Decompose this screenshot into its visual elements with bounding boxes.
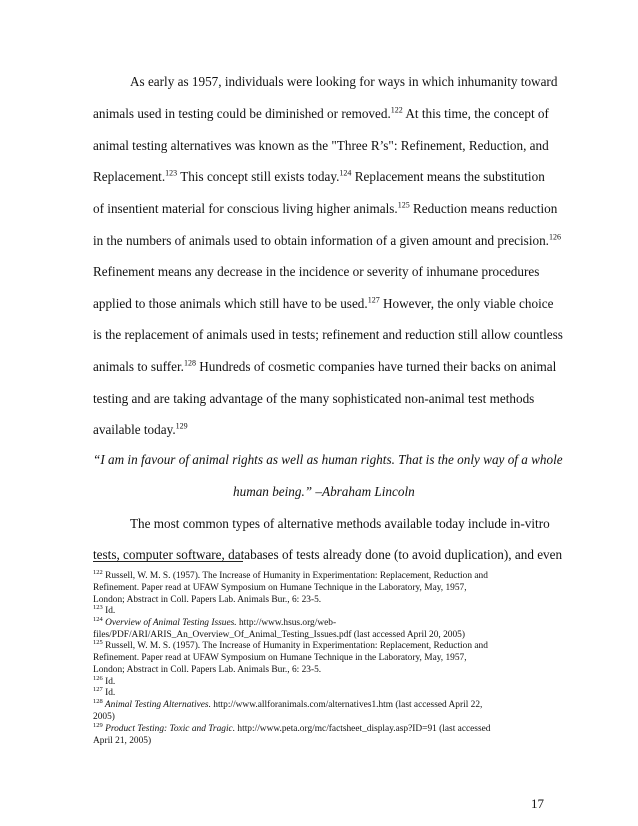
footnote-128: $^{128}$ Animal Testing Alternatives. http://www.allforanimals.com/alternatives1.htm (last accessed April 22, <box>93 697 483 710</box>
footnote-122-cont2: London; Abstract in Coll. Papers Lab. Animals Bur., 6: 23-5. <box>93 595 322 605</box>
body-line-2: animals used in testing could be diminished or removed.$^{122}$ At this time, the concept of <box>93 105 549 121</box>
footnote-separator <box>93 561 243 562</box>
footnote-125: $^{125}$ Russell, W. M. S. (1957). The Increase of Humanity in Experimentation: Replacement, Reduction and <box>93 638 488 651</box>
body-line-12: available today.$^{129}$ <box>93 421 188 437</box>
footnote-128-cont: 2005) <box>93 712 115 722</box>
footnote-127: $^{127}$ Id. <box>93 685 116 698</box>
body-line-6: in the numbers of animals used to obtain information of a given amount and precision.$^{126}$ <box>93 232 561 248</box>
footnote-126: $^{126}$ Id. <box>93 674 116 687</box>
body-line-14: tests, computer software, databases of tests already done (to avoid duplication), and even <box>93 547 563 562</box>
footnote-129-cont: April 21, 2005) <box>93 736 152 746</box>
page-number: 17 <box>531 796 544 811</box>
footnote-122: $^{122}$ Russell, W. M. S. (1957). The Increase of Humanity in Experimentation: Replacement, Reduction and <box>93 568 488 581</box>
footnote-124-cont: files/PDF/ARI/ARIS_An_Overview_Of_Animal_Testing_Issues.pdf (last accessed April 20, 2005) <box>93 630 465 640</box>
quote-line-2: human being.” –Abraham Lincoln <box>233 484 415 499</box>
quote-line-1: “I am in favour of animal rights as well as human rights. That is the only way of a whole <box>93 452 563 467</box>
body-line-1: As early as 1957, individuals were looking for ways in which inhumanity toward <box>130 74 558 89</box>
body-line-9: is the replacement of animals used in tests; refinement and reduction still allow countless <box>93 327 563 342</box>
body-line-3: animal testing alternatives was known as the "Three R’s": Refinement, Reduction, and <box>93 138 549 153</box>
body-line-7: Refinement means any decrease in the incidence or severity of inhumane procedures <box>93 264 540 279</box>
footnote-125-cont: Refinement. Paper read at UFAW Symposium on Humane Technique in the Laboratory, May, 1957, <box>93 653 467 663</box>
footnote-122-cont: Refinement. Paper read at UFAW Symposium on Humane Technique in the Laboratory, May, 1957, <box>93 583 467 593</box>
body-line-11: testing and are taking advantage of the many sophisticated non-animal test methods <box>93 391 535 406</box>
body-line-13: The most common types of alternative methods available today include in-vitro <box>130 516 550 531</box>
body-line-8: applied to those animals which still have to be used.$^{127}$ However, the only viable choice <box>93 295 554 311</box>
footnote-123: $^{123}$ Id. <box>93 603 116 616</box>
footnote-125-cont2: London; Abstract in Coll. Papers Lab. Animals Bur., 6: 23-5. <box>93 665 322 675</box>
body-line-4: Replacement.$^{123}$ This concept still exists today.$^{124}$ Replacement means the substitution <box>93 168 545 184</box>
footnote-129: $^{129}$ Product Testing: Toxic and Tragic. http://www.peta.org/mc/factsheet_display.asp?ID=91 (last accessed <box>93 721 491 734</box>
body-line-5: of insentient material for conscious living higher animals.$^{125}$ Reduction means reduction <box>93 200 558 216</box>
body-line-10: animals to suffer.$^{128}$ Hundreds of cosmetic companies have turned their backs on animal <box>93 358 557 374</box>
footnote-124: $^{124}$ Overview of Animal Testing Issues. http://www.hsus.org/web- <box>93 615 337 628</box>
